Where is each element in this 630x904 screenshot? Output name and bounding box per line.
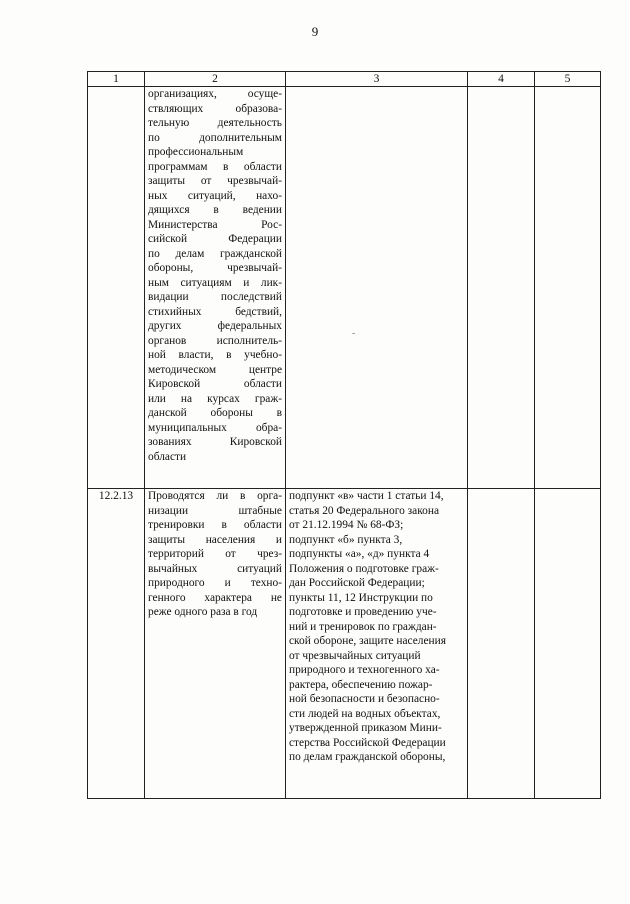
table-row	[88, 87, 601, 489]
text-line: природного и техно-	[148, 577, 282, 589]
text-line: Министерства Рос-	[148, 218, 282, 231]
text-line: Проводятся ли в орга-	[148, 490, 282, 502]
text-line: Кировской области	[148, 378, 282, 390]
text-line: пункты 11, 12 Инструкции по	[289, 591, 433, 604]
text-line: других федеральных	[148, 320, 282, 332]
text-line: от 21.12.1994 № 68-ФЗ;	[289, 519, 404, 531]
text-line: тельную деятельность	[148, 117, 282, 129]
text-line: дящихся в ведении	[148, 204, 282, 216]
text-line: сийской Федерации	[148, 233, 282, 245]
header-col-3: 3	[286, 72, 468, 87]
text-line: или на курсах граж-	[148, 392, 282, 405]
text-line: генного характера не	[148, 591, 282, 604]
text-line: низации штабные	[148, 504, 282, 517]
text-line: видации последствий	[148, 291, 282, 303]
text-line: рактера, обеспечению пожар-	[289, 678, 433, 691]
text-line: области	[148, 450, 187, 463]
text-line: подпункт «в» части 1 статьи 14,	[289, 490, 444, 502]
text-line: ствляющих образова-	[148, 102, 282, 115]
text-line: данской обороны в	[148, 407, 282, 419]
text-line: органов исполнитель-	[148, 334, 282, 347]
text-line: подпункт «б» пункта 3,	[289, 533, 403, 546]
text-line: по дополнительным	[148, 131, 282, 144]
text-line: стихийных бедствий,	[148, 305, 282, 318]
text-line: ской обороне, защите населения	[289, 635, 446, 647]
text-line: профессиональным	[148, 146, 244, 158]
page-number: 9	[311, 24, 319, 39]
text-line: программам в области	[148, 160, 282, 173]
text-line: ной власти, в учебно-	[148, 349, 282, 361]
header-col-2: 2	[145, 72, 286, 87]
row-number	[88, 87, 145, 489]
table-header-row	[88, 72, 601, 87]
text-line: обороны, чрезвычай-	[148, 262, 282, 274]
legal-basis	[286, 489, 468, 799]
text-line: ным ситуациям и лик-	[148, 276, 282, 289]
text-line: защиты от чрезвычай-	[148, 175, 282, 187]
text-line: реже одного раза в год	[148, 606, 258, 618]
text-line: ных ситуаций, нахо-	[148, 189, 282, 202]
text-line: природного и техногенного ха-	[289, 664, 440, 676]
text-line: статья 20 Федерального закона	[289, 504, 439, 517]
legal-basis	[286, 87, 468, 489]
question-text	[145, 87, 286, 489]
text-line: зованиях Кировской	[148, 436, 282, 448]
text-line: муниципальных обра-	[148, 421, 282, 434]
text-line: методическом центре	[148, 363, 282, 376]
scan-speck: -	[352, 328, 356, 339]
cell-col-5	[535, 87, 601, 489]
table-row	[88, 489, 601, 799]
text-line: подпункты «а», «д» пункта 4	[289, 548, 430, 560]
text-line: стерства Российской Федерации	[289, 736, 446, 749]
requirements-table	[87, 71, 601, 799]
text-line: Положения о подготовке граж-	[289, 562, 439, 575]
text-line: вычайных ситуаций	[148, 562, 282, 575]
text-line: тренировки в области	[148, 519, 282, 531]
text-line: дан Российской Федерации;	[289, 577, 425, 589]
text-line: защиты населения и	[148, 533, 282, 546]
cell-col-4	[468, 87, 535, 489]
text-line: территорий от чрез-	[148, 548, 282, 560]
text-line: по делам гражданской	[148, 247, 282, 260]
text-line: сти людей на водных объектах,	[289, 707, 441, 720]
row-number: 12.2.13	[88, 489, 145, 799]
text-line: ной безопасности и безопасно-	[289, 693, 440, 705]
text-line: ний и тренировок по граждан-	[289, 620, 437, 633]
cell-col-5	[535, 489, 601, 799]
header-col-5: 5	[535, 72, 601, 87]
header-col-1: 1	[88, 72, 145, 87]
text-line: по делам гражданской обороны,	[289, 751, 446, 763]
text-line: от чрезвычайных ситуаций	[289, 649, 421, 662]
text-line: утвержденной приказом Мини-	[289, 722, 442, 734]
text-line: подготовке и проведению уче-	[289, 606, 437, 618]
question-text	[145, 489, 286, 799]
header-col-4: 4	[468, 72, 535, 87]
text-line: организациях, осуще-	[148, 88, 282, 100]
cell-col-4	[468, 489, 535, 799]
